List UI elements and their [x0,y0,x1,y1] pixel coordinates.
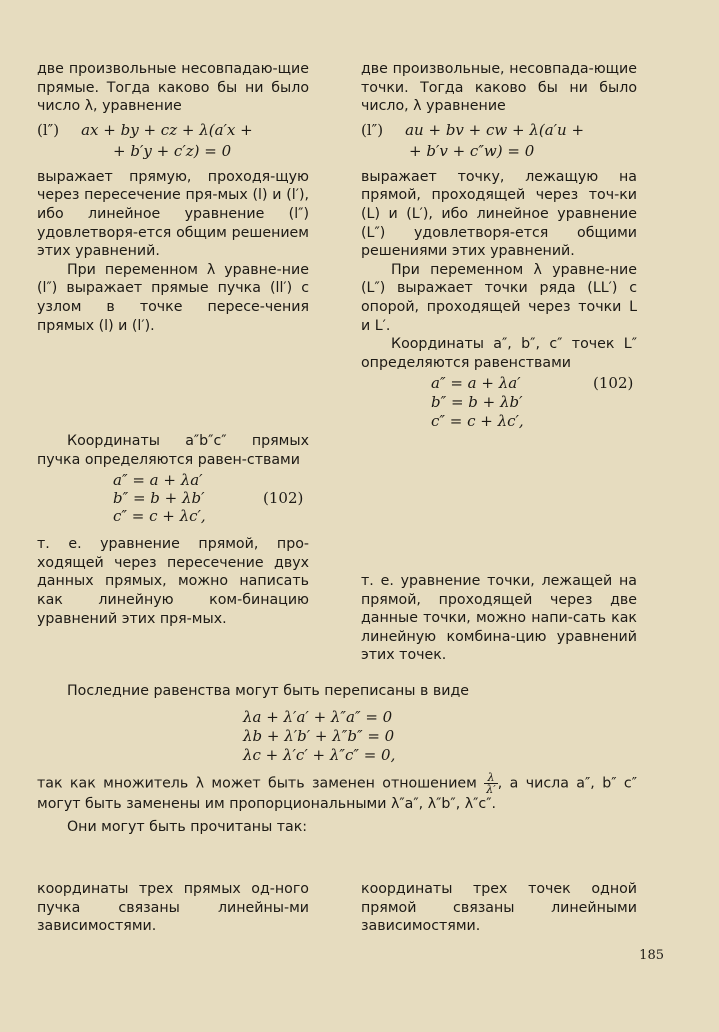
left-conclusion: т. е. уравнение прямой, про-ходящей через пересечение двух данных прямых, можно написать как линейную ком-бинацию уравнений этих пря-мых. [37,536,309,627]
left-coord-c: c″ = c + λc′, [113,507,206,526]
right-intro: две произвольные, несовпада-ющие точки. Тогда каково бы ни было число, λ уравнение [361,61,637,115]
right-explanation: выражает точку, лежащую на прямой, проходящей через точ-ки (L) и (L′), ибо линейное уравнение (L″) удовлетворя-ется общими решениями этих уравнений. [361,168,637,260]
right-eq-number: (102) [593,374,634,393]
right-coords-intro: Координаты a″, b″, c″ точек L″ определяются равенствами [361,336,637,371]
left-eq-label: (l″) [37,120,60,139]
right-eq-label: (l″) [361,120,384,139]
replacement-text [37,772,637,814]
left-pencil: При переменном λ уравне-ние (l″) выражает прямые пучка (ll′) с узлом в точке пересе-чения прямых (l) и (l′). [37,261,309,334]
left-intro: две произвольные несовпадаю-щие прямые. Тогда каково бы ни было число λ, уравнение [37,61,309,115]
lambda-equations [243,708,473,765]
lambda-ratio-den: λ′ [486,783,496,796]
left-column [37,60,309,335]
page-number: 185 [639,948,664,963]
left-coords-intro: Координаты a″b″c″ прямых пучка определяются равен-ствами [37,433,309,468]
left-coord-a: a″ = a + λa′ [113,471,203,490]
right-coord-c: c″ = c + λc′, [431,412,524,431]
right-equation [361,120,637,162]
rewrite-intro: Последние равенства могут быть переписаны в виде [67,683,469,699]
left-eq-line1: ax + by + cz + λ(a′x + [81,120,253,139]
left-coords-block [113,471,309,525]
bottom-right-text: координаты трех точек одной прямой связаны линейными зависимостями. [361,881,637,935]
right-coord-a: a″ = a + λa′ [431,374,521,393]
right-eq-line1: au + bv + cw + λ(a′u + [405,120,585,139]
bottom-left-text: координаты трех прямых од-ного пучка связаны линейны-ми зависимостями. [37,881,309,935]
right-conclusion: т. е. уравнение точки, лежащей на прямой, проходящей через две данные точки, можно напи-сать как линейную комбина-цию уравнений этих точек. [361,573,637,664]
lambda-eq-b: λb + λ′b′ + λ″b″ = 0 [243,727,395,745]
right-eq-line2: + b′v + c″w) = 0 [409,141,535,160]
left-eq-line2: + b′y + c′z) = 0 [113,141,232,160]
lambda-eq-c: λc + λ′c′ + λ″c″ = 0, [243,746,396,764]
right-coords-block [431,374,637,431]
right-coord-b: b″ = b + λb′ [431,393,523,412]
replacement-text-b: , а числа a″, b″ c″ могут быть заменены им пропорциональными λ″a″, λ″b″, λ″c″. [37,775,637,812]
reading-intro: Они могут быть прочитаны так: [67,818,308,835]
lambda-ratio-num: λ [484,772,497,784]
replacement-text-a: так как множитель λ может быть заменен отношением [37,775,477,792]
lambda-eq-a: λa + λ′a′ + λ″a″ = 0 [243,708,393,726]
full-width-intro [37,682,637,701]
lambda-ratio [484,772,497,795]
right-column-lower [361,572,637,665]
left-column-lower [37,432,309,628]
right-range: При переменном λ уравне-ние (L″) выражает точки ряда (LL′) с опорой, проходящей через точки L и L′. [361,261,637,334]
bottom-left [37,880,309,936]
right-column [361,60,637,431]
left-equation [37,120,309,162]
full-width-body [37,772,637,836]
left-explanation: выражает прямую, проходя-щую через пересечение пря-мых (l) и (l′), ибо линейное уравнение (l″) удовлетворя-ется общим решением этих уравнений. [37,168,309,260]
left-coord-b: b″ = b + λb′ [113,489,205,508]
left-eq-number: (102) [263,489,304,508]
bottom-right [361,880,637,936]
